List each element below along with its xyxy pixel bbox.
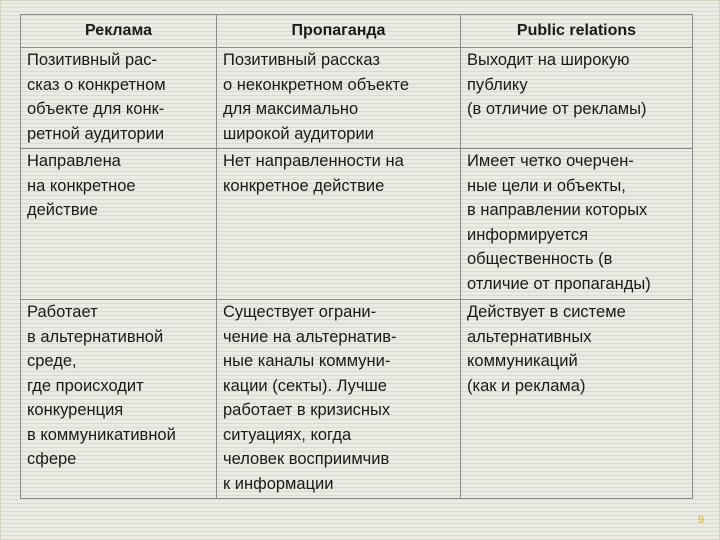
cell-line: действие <box>27 201 98 219</box>
cell-line: широкой аудитории <box>223 124 374 143</box>
cell-line: публику <box>467 75 528 94</box>
cell-line: к информации <box>223 474 334 493</box>
header-public-relations: Public relations <box>461 15 693 48</box>
cell-line: Имеет четко очерчен- <box>467 152 634 170</box>
cell-line: информируется <box>467 225 589 244</box>
table-row <box>21 48 693 149</box>
cell-line: коммуникаций <box>467 352 578 370</box>
cell-line: (как и реклама) <box>467 376 586 395</box>
cell-line: Существует ограни- <box>223 303 377 321</box>
cell-line: в альтернативной <box>27 327 164 346</box>
table-cell <box>217 48 461 149</box>
cell-line: ные цели и объекты, <box>467 176 626 195</box>
header-propaganda: Пропаганда <box>217 15 461 48</box>
cell-line: чение на альтернатив- <box>223 327 397 346</box>
slide-number: 9 <box>697 514 704 526</box>
cell-line: человек восприимчив <box>223 450 390 468</box>
table-cell <box>461 300 693 499</box>
cell-line: ситуациях, когда <box>223 425 352 444</box>
cell-line: в направлении которых <box>467 201 648 219</box>
table-cell <box>21 300 217 499</box>
cell-line: Позитивный рассказ <box>223 51 380 69</box>
cell-line: для максимально <box>223 100 359 118</box>
comparison-table <box>20 14 693 499</box>
cell-line: где происходит <box>27 376 144 395</box>
cell-line: Нет направленности на <box>223 152 404 170</box>
cell-line: Позитивный рас- <box>27 51 158 69</box>
cell-line: Действует в системе <box>467 303 626 321</box>
cell-line: сфере <box>27 450 77 468</box>
table-cell <box>21 149 217 300</box>
header-row <box>21 15 693 48</box>
cell-line: (в отличие от рекламы) <box>467 100 647 118</box>
cell-line: альтернативных <box>467 327 592 346</box>
cell-line: отличие от пропаганды) <box>467 274 651 293</box>
cell-line: ные каналы коммуни- <box>223 352 391 370</box>
table-cell <box>461 48 693 149</box>
table-row <box>21 149 693 300</box>
cell-line: Направлена <box>27 152 121 170</box>
table-cell <box>461 149 693 300</box>
cell-line: работает в кризисных <box>223 401 391 419</box>
cell-line: общественность (в <box>467 250 613 268</box>
header-advertising: Реклама <box>21 15 217 48</box>
table-row <box>21 300 693 499</box>
cell-line: конкретное действие <box>223 176 385 195</box>
cell-line: в коммуникативной <box>27 425 176 444</box>
cell-line: на конкретное <box>27 176 136 195</box>
cell-line: Выходит на широкую <box>467 51 630 69</box>
cell-line: объекте для конк- <box>27 100 165 118</box>
cell-line: сказ о конкретном <box>27 75 166 94</box>
table-cell <box>217 149 461 300</box>
cell-line: ретной аудитории <box>27 124 165 143</box>
cell-line: Работает <box>27 303 98 321</box>
table-cell <box>217 300 461 499</box>
cell-line: среде, <box>27 352 77 370</box>
cell-line: о неконкретном объекте <box>223 75 410 94</box>
table-cell <box>21 48 217 149</box>
cell-line: конкуренция <box>27 401 124 419</box>
cell-line: кации (секты). Лучше <box>223 376 387 395</box>
